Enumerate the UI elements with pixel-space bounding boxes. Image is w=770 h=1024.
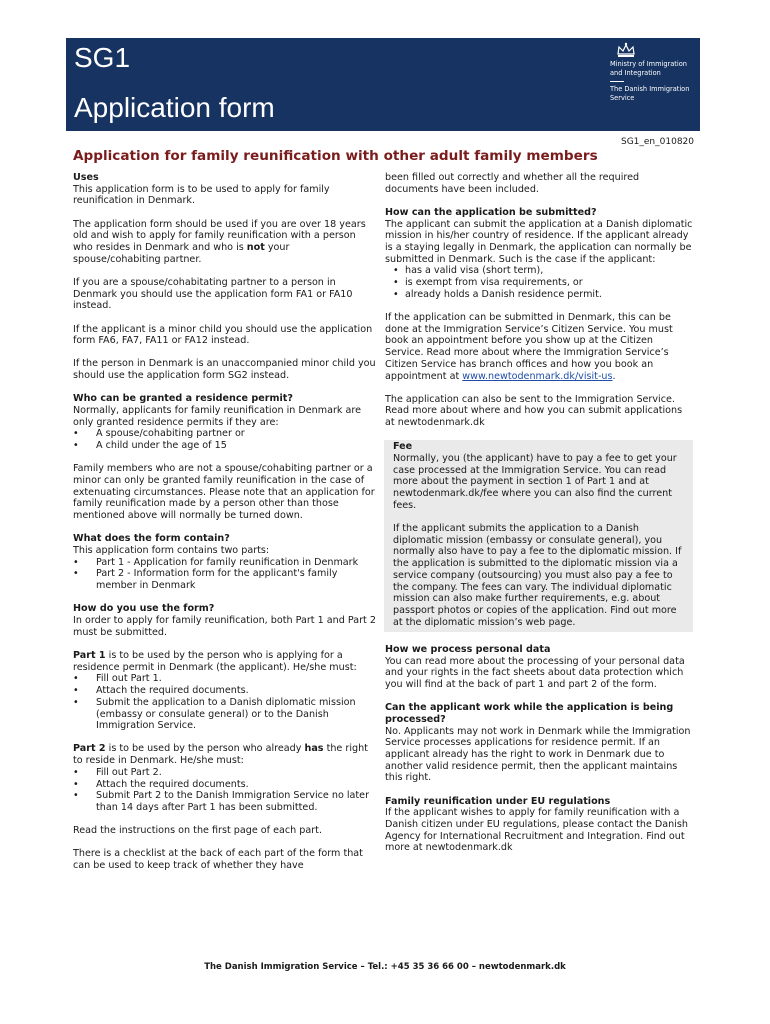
uses-paragraph-3: If you are a spouse/cohabitating partner to a person in Denmark you should use the application form FA1 or FA10 instead. — [73, 276, 353, 312]
submit-paragraph-2: If the application can be submitted in Denmark, this can be done at the Immigration Service’s Citizen Service. You must book an appointment before you show up at the Citizen Service. Read more about where the Immigration Service’s Citizen Service has branch offices and how you book an appointment at www.newtodenmark.dk/visit-us. — [385, 312, 673, 382]
list-item: • Attach the required documents. — [73, 685, 376, 697]
submit-list — [385, 265, 693, 300]
uses-paragraph-1: This application form is to be used to apply for family reunification in Denmark. — [73, 183, 330, 207]
logo-divider — [610, 81, 624, 82]
form-title: Application form — [74, 92, 275, 123]
uses-paragraph-2: The application form should be used if you are over 18 years old and wish to apply for family reunification with a person who resides in Denmark and who is not your spouse/cohabiting partner. — [73, 218, 366, 265]
contain-heading: What does the form contain? — [73, 533, 230, 545]
list-item: • has a valid visa (short term), — [385, 265, 693, 277]
fee-paragraph-2: If the applicant submits the application to a Danish diplomatic mission (embassy or consulate general), you normally also have to pay a fee to the diplomatic mission. If the application is submitted to the diplomatic mission via a service company (outsourcing) you must also pay a fee to the company. The fees can vary. The individual diplomatic mission can also make further requirements, e.g. about passport photos or copies of the application. Find out more at the diplomatic mission’s web page. — [393, 523, 682, 628]
submit-heading: How can the application be submitted? — [385, 206, 597, 218]
granted-heading: Who can be granted a residence permit? — [73, 393, 293, 405]
fee-heading: Fee — [393, 441, 413, 453]
crown-icon — [616, 42, 636, 59]
part2-paragraph: Part 2 is to be used by the person who already has the right to reside in Denmark. He/she must: — [73, 743, 368, 767]
uses-heading: Uses — [73, 172, 99, 183]
fee-box — [384, 440, 693, 632]
ministry-logo — [610, 42, 696, 126]
part1-paragraph: Part 1 is to be used by the person who is applying for a residence permit in Denmark (the applicant). He/she must: — [73, 650, 357, 673]
part1-list — [73, 673, 376, 732]
instructions-paragraph: Read the instructions on the first page of each part. — [73, 825, 322, 837]
list-item: • Part 1 - Application for family reunification in Denmark — [73, 557, 376, 569]
continued-paragraph: been filled out correctly and whether all the required documents have been included. — [385, 172, 640, 195]
form-reference: SG1_en_010820 — [620, 137, 694, 147]
uses-paragraph-5: If the person in Denmark is an unaccompanied minor child you should use the application form SG2 instead. — [73, 358, 376, 382]
fee-paragraph-1: Normally, you (the applicant) have to pay a fee to get your case processed at the Immigration Service. You can read more about the payment in section 1 of Part 1 and at newtodenmark.dk/fee where you can also find the current fees. — [393, 453, 677, 511]
eu-heading: Family reunification under EU regulations — [385, 795, 611, 807]
visit-us-link[interactable]: www.newtodenmark.dk/visit-us — [462, 370, 613, 382]
list-item: • A spouse/cohabiting partner or — [73, 428, 376, 440]
main-heading: Application for family reunification with other adult family members — [73, 148, 598, 164]
checklist-paragraph: There is a checklist at the back of each part of the form that can be used to keep track of whether they have — [73, 848, 363, 872]
uses-paragraph-4: If the applicant is a minor child you should use the application form FA6, FA7, FA11 or FA12 instead. — [73, 323, 373, 347]
submit-paragraph-1: The applicant can submit the application at a Danish diplomatic mission in his/her country of residence. If the applicant already is a staying legally in Denmark, the application can normally be submitted in Denmark. Such is the case if the applicant: — [385, 218, 693, 265]
eu-paragraph: If the applicant wishes to apply for family reunification with a Danish citizen under EU regulations, please contact the Danish Agency for International Recruitment and Integration. Find out more at newtodenmark.dk — [385, 807, 689, 854]
submit-paragraph-3: The application can also be sent to the Immigration Service. Read more about where and how you can submit applications at newtodenmark.dk — [385, 393, 683, 429]
work-paragraph: No. Applicants may not work in Denmark while the Immigration Service processes applications for residence permit. If an applicant already has the right to work in Denmark due to another valid residence permit, then the applicant maintains this right. — [385, 725, 691, 784]
personal-data-paragraph: You can read more about the processing of your personal data and your rights in the fact sheets about data protection which you will find at the back of part 1 and part 2 of the form. — [385, 655, 685, 691]
right-column — [385, 172, 693, 866]
list-item: • Attach the required documents. — [73, 779, 376, 791]
left-column — [73, 172, 376, 883]
part2-list — [73, 767, 376, 814]
contain-paragraph: This application form contains two parts: — [73, 545, 270, 557]
granted-paragraph-2: Family members who are not a spouse/cohabiting partner or a minor can only be granted family reunification in the case of extenuating circumstances. Please note that an application for family reunification made by a person other than those mentioned above will normally be turned down. — [73, 463, 375, 522]
work-heading: Can the applicant work while the application is being processed? — [385, 702, 674, 725]
personal-data-heading: How we process personal data — [385, 643, 551, 655]
list-item: • is exempt from visa requirements, or — [385, 277, 693, 289]
use-heading: How do you use the form? — [73, 603, 215, 615]
form-code: SG1 — [74, 42, 131, 73]
header-banner — [66, 38, 700, 131]
agency-name: The Danish Immigration Service — [610, 85, 690, 102]
contain-list — [73, 557, 376, 592]
page-footer: The Danish Immigration Service – Tel.: +45 35 36 66 00 – newtodenmark.dk — [204, 962, 566, 972]
list-item: • Submit the application to a Danish diplomatic mission (embassy or consulate general) or to the Danish Immigration Service. — [73, 697, 376, 732]
list-item: • A child under the age of 15 — [73, 440, 376, 452]
granted-paragraph-1: Normally, applicants for family reunification in Denmark are only granted residence permits if they are: — [73, 405, 362, 428]
ministry-name: Ministry of Immigration and Integration — [610, 60, 687, 77]
list-item: • already holds a Danish residence permit. — [385, 289, 693, 301]
list-item: • Fill out Part 2. — [73, 767, 376, 779]
list-item: • Part 2 - Information form for the applicant's family member in Denmark — [73, 568, 376, 591]
list-item: • Submit Part 2 to the Danish Immigration Service no later than 14 days after Part 1 has been submitted. — [73, 790, 376, 813]
granted-list — [73, 428, 376, 451]
use-paragraph: In order to apply for family reunification, both Part 1 and Part 2 must be submitted. — [73, 615, 376, 638]
list-item: • Fill out Part 1. — [73, 673, 376, 685]
